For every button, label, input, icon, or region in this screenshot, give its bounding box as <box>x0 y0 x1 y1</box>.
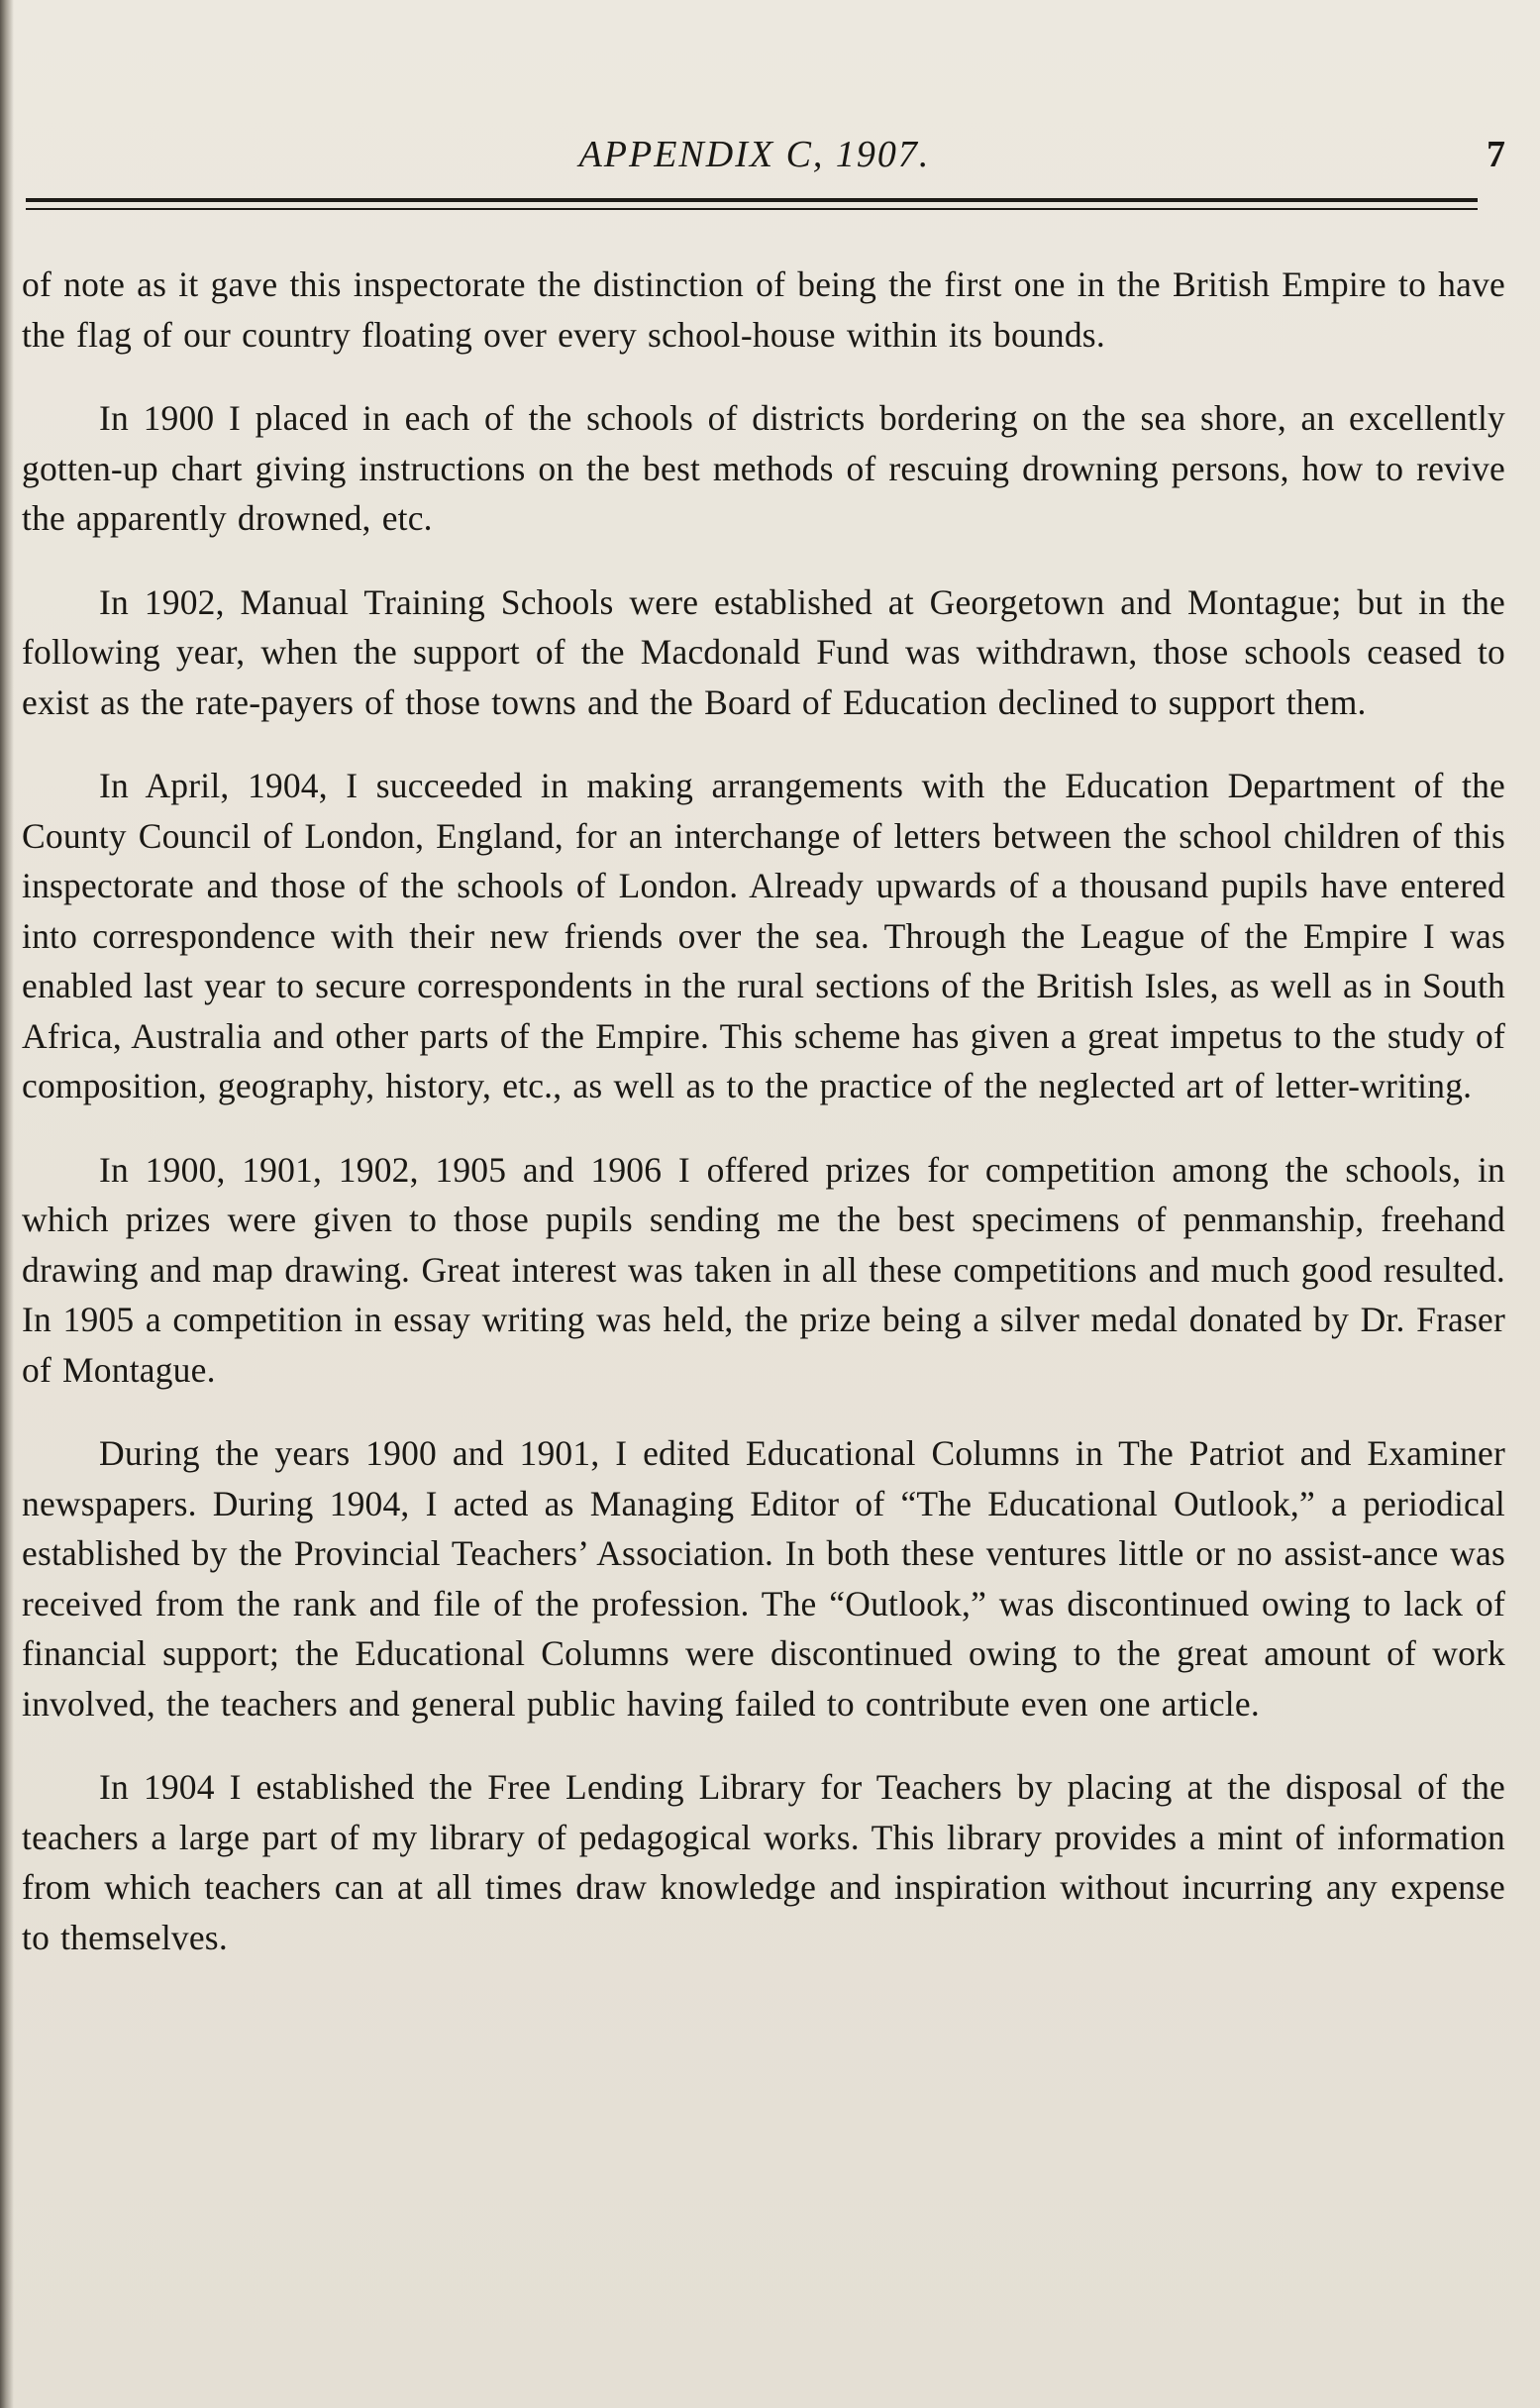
header-rule-thin <box>26 208 1478 210</box>
page-header <box>22 127 1505 182</box>
paragraph-educational-columns: During the years 1900 and 1901, I edited Educational Columns in The Patriot and Examiner newspapers. During 1904, I acted as Managing Editor of “The Educational Outlook,” a periodical established by the Provincial Teachers’ Association. In both these ventures little or no assist-ance was received from the rank and file of the profession. The “Outlook,” was discontinued owing to lack of financial support; the Educational Columns were discontinued owing to the great amount of work involved, the teachers and general public having failed to contribute even one article. <box>22 1433 1505 1724</box>
page-number: 7 <box>1487 134 1505 175</box>
page-gutter-shadow <box>0 0 14 2408</box>
paragraph-prizes: In 1900, 1901, 1902, 1905 and 1906 I offered prizes for competition among the schools, in which prizes were given to those pupils sending me the best specimens of penmanship, freehand drawing and map drawing. Great interest was taken in all these competitions and much good resulted. In 1905 a competition in essay writing was held, the prize being a silver medal donated by Dr. Fraser of Montague. <box>22 1149 1505 1390</box>
paragraph-lending-library: In 1904 I established the Free Lending Library for Teachers by placing at the disposal of the teachers a large part of my library of pedagogical works. This library provides a mint of information from which teachers can at all times draw knowledge and inspiration without incurring any expense to themselves. <box>22 1767 1505 1957</box>
paragraph-sea-shore-chart: In 1900 I placed in each of the schools of districts bordering on the sea shore, an excellently gotten-up chart giving instructions on the best methods of rescuing drowning persons, how to revive the apparently drowned, etc. <box>22 398 1505 538</box>
body-text <box>22 260 1505 1996</box>
paragraph-manual-training: In 1902, Manual Training Schools were established at Georgetown and Montague; but in the following year, when the support of the Macdonald Fund was withdrawn, those schools ceased to exist as the rate-payers of those towns and the Board of Education declined to support them. <box>22 581 1505 722</box>
paragraph-continuation: of note as it gave this inspectorate the distinction of being the first one in the British Empire to have the flag of our country floating over every school-house within its bounds. <box>22 264 1505 355</box>
paragraph-london-correspondence: In April, 1904, I succeeded in making arrangements with the Education Department of the County Council of London, England, for an interchange of letters between the school children of this inspectorate and those of the schools of London. Already upwards of a thousand pupils have entered into correspondence with their new friends over the sea. Through the League of the Empire I was enabled last year to secure correspondents in the rural sections of the British Isles, as well as in South Africa, Australia and other parts of the Empire. This scheme has given a great impetus to the study of composition, geography, history, etc., as well as to the practice of the neglected art of letter-writing. <box>22 766 1505 1105</box>
running-head: APPENDIX C, 1907. <box>578 134 931 175</box>
header-rule-thick <box>26 198 1478 202</box>
